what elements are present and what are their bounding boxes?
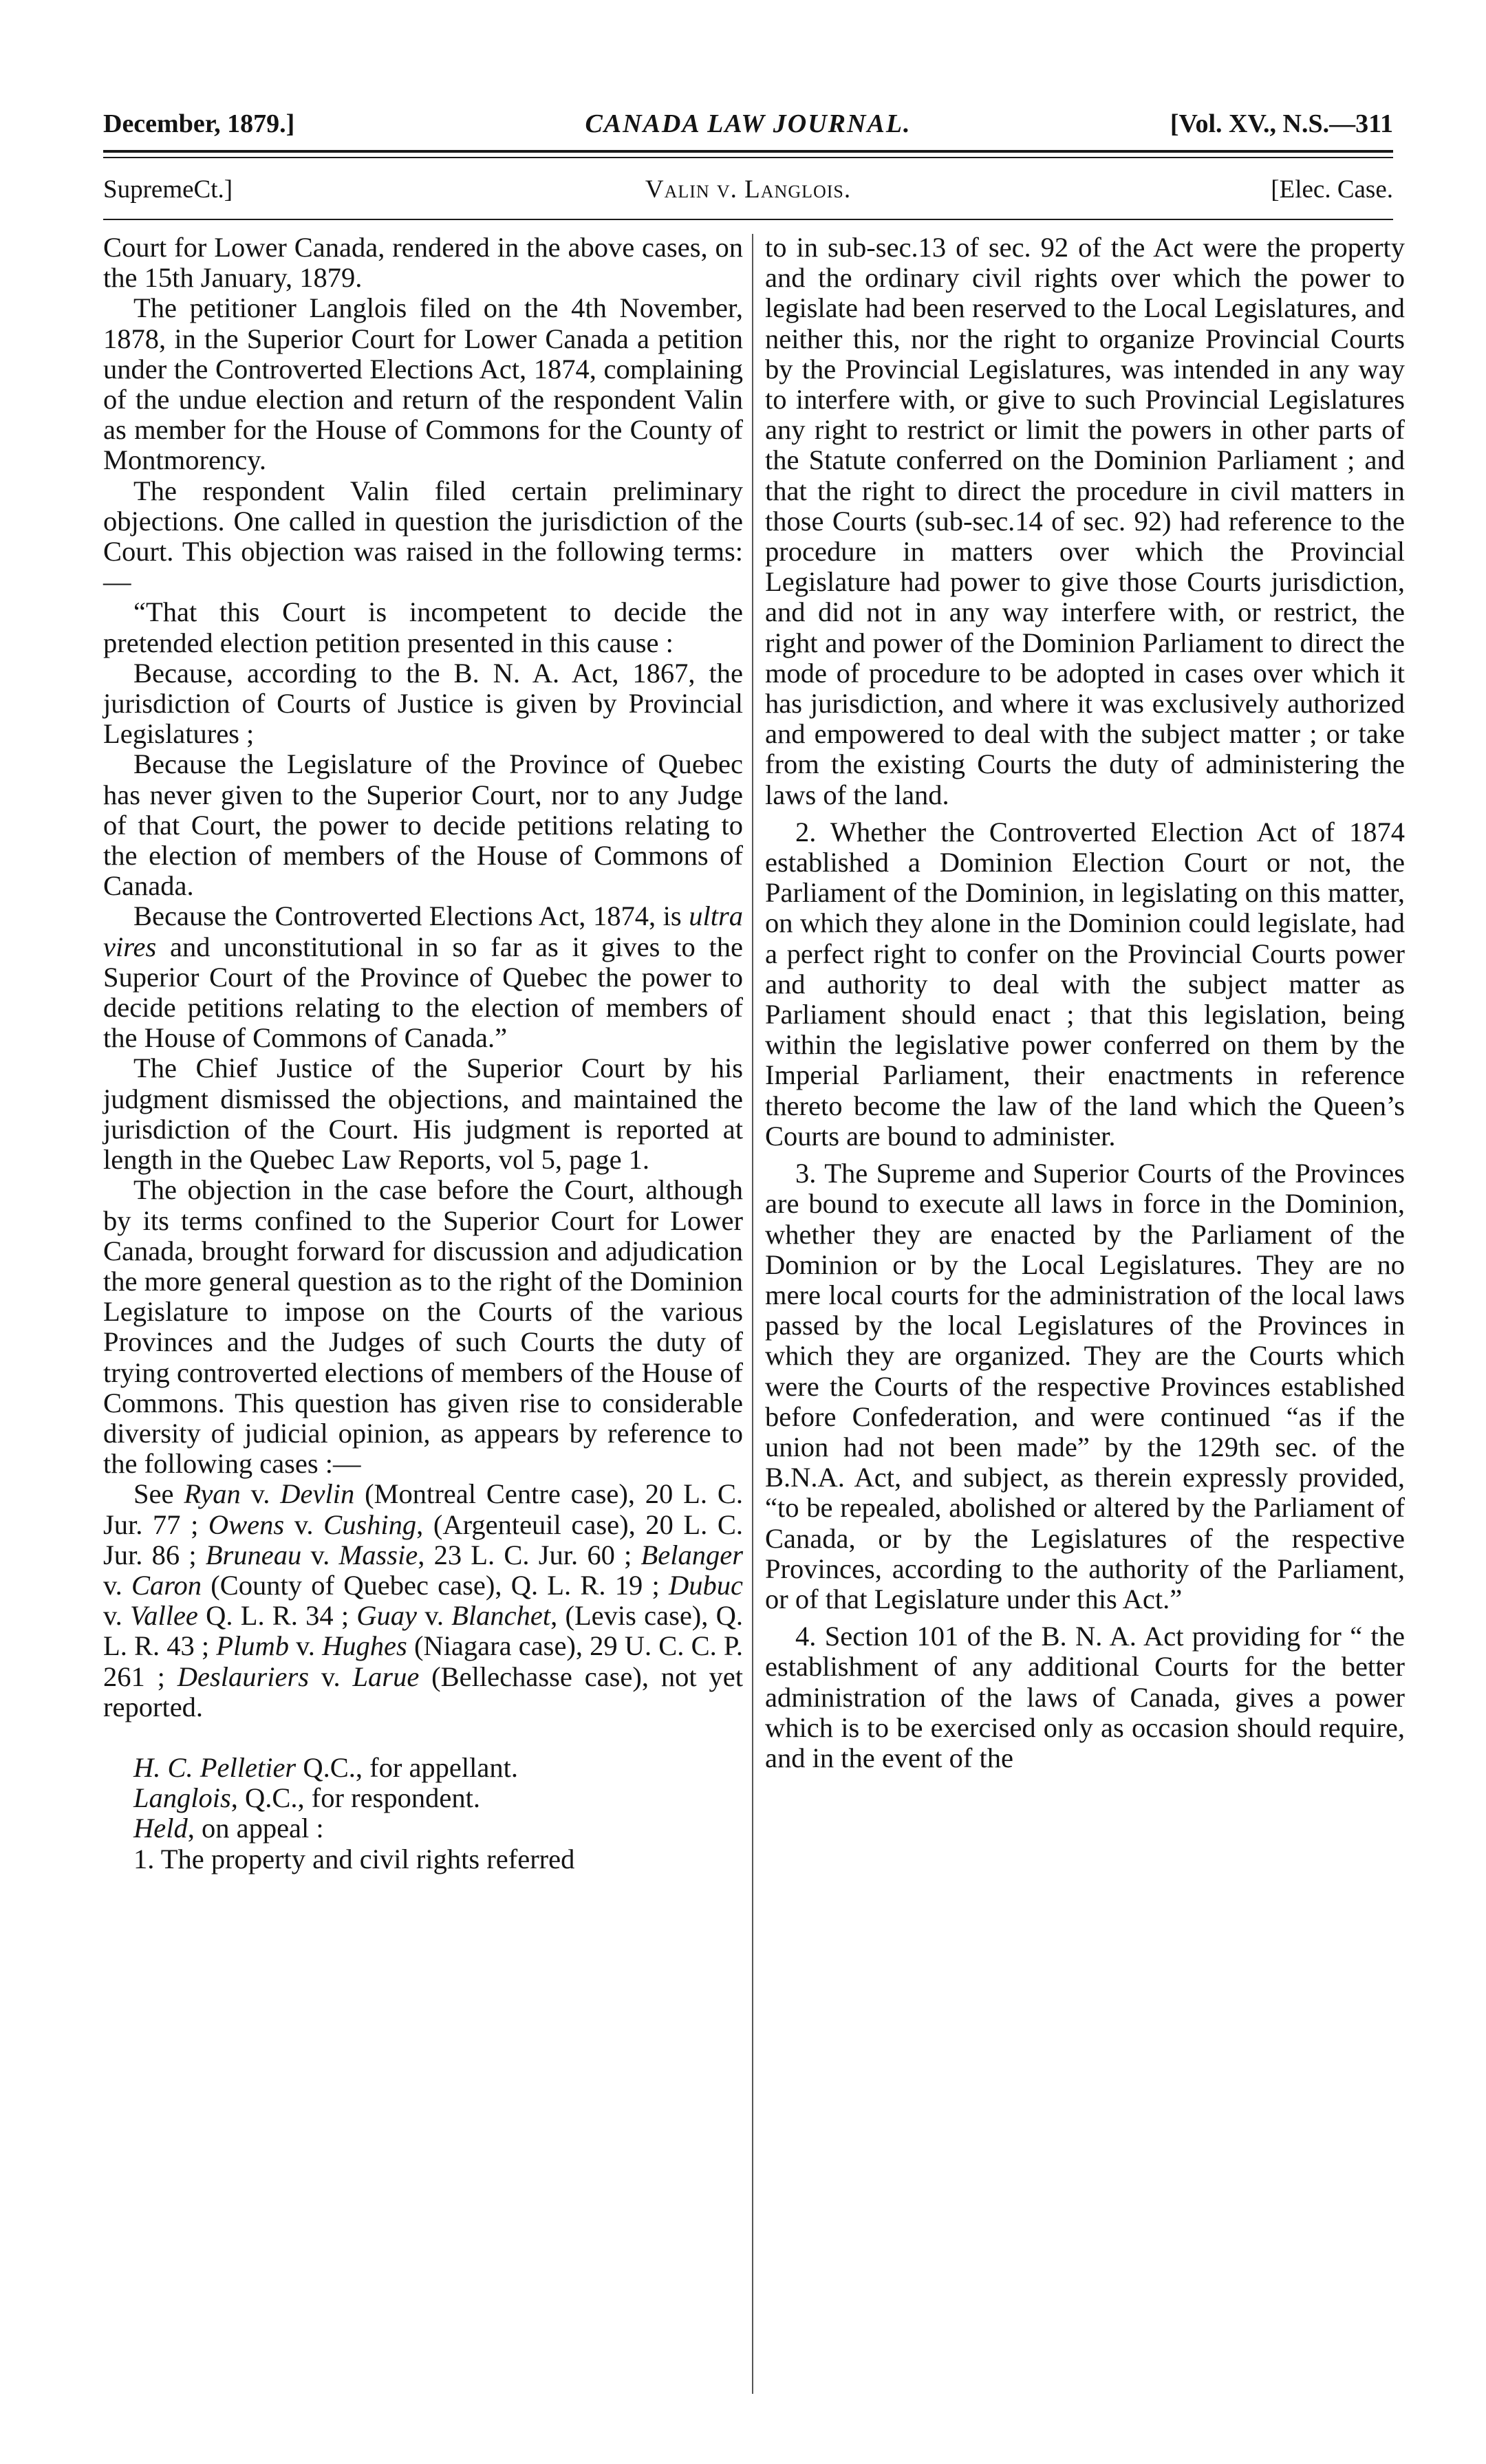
text-run: v.	[240, 1478, 281, 1510]
case-party: Hughes	[322, 1630, 407, 1662]
case-citations	[103, 1479, 743, 1722]
case-party: Cushing	[323, 1509, 417, 1540]
case-head-rule	[103, 219, 1393, 220]
head-rule-thin	[103, 157, 1393, 158]
citation-text: , (Argenteuil case), 20 L. C. Jur. 86 ;	[103, 1509, 743, 1570]
paragraph: Because the Legislature of the Province of Quebec has never given to the Superior Court, nor to any Judge of that Court, the power to decide petitions relating to the election of members of the House of Commons of Canada.	[103, 748, 743, 902]
citation-text: (County of Quebec case), Q. L. R. 19 ;	[202, 1569, 669, 1601]
held-label: Held	[133, 1813, 188, 1844]
paragraph: The Chief Justice of the Superior Court by his judgment dismissed the objections, and maintained the jurisdiction of the Court. His judgment is reported at length in the Quebec Law Reports, vol 5, page 1.	[103, 1052, 743, 1176]
citation-text: (Montreal Centre case), 20 L. C. Jur. 77 ;	[103, 1478, 743, 1540]
case-party: Deslauriers	[177, 1661, 310, 1692]
case-party: Bruneau	[205, 1539, 302, 1570]
counsel-name: H. C. Pelletier	[133, 1751, 297, 1783]
paragraph: Because, according to the B. N. A. Act, 1867, the jurisdiction of Courts of Justice is given by Provincial Legislatures ;	[103, 657, 743, 750]
citation-text: , 23 L. C. Jur. 60 ;	[418, 1539, 641, 1570]
counsel-role: , Q.C., for respondent.	[230, 1782, 480, 1814]
case-party: Belanger	[640, 1539, 743, 1570]
left-column	[103, 233, 743, 1874]
text-run: See	[133, 1478, 184, 1510]
holding-point-2: 2. Whether the Controverted Election Act of 1874 established a Dominion Election Court or not, the Parliament of the Dominion, in legislating on this matter, on which they alone in the Dominion could legislate, had a perfect right to confer on the Provincial Courts power and authority to deal with the subject matter as Parliament should enact ; that this legislation, being within the legislative power conferred on them by the Imperial Parliament, their enactments in reference thereto become the law of the land which the Queen’s Courts are bound to administer.	[765, 816, 1405, 1152]
citation-text: (Bellechasse case), not yet reported.	[103, 1661, 743, 1722]
paragraph: “That this Court is incompetent to decide the pretended election petition presented in this cause :	[103, 596, 743, 658]
case-party: Caron	[131, 1569, 202, 1601]
journal-title: CANADA LAW JOURNAL.	[585, 109, 912, 138]
holding-point-1-start: 1. The property and civil rights referred	[133, 1843, 575, 1874]
paragraph	[103, 901, 743, 1053]
case-party: Plumb	[216, 1630, 290, 1662]
paragraph: The petitioner Langlois filed on the 4th November, 1878, in the Superior Court for Lower Canada a petition under the Controverted Elections Act, 1874, complaining of the undue election and return of the respondent Valin as member for the House of Commons for the County of Montmorency.	[103, 292, 743, 476]
citation-text: Q. L. R. 34 ;	[197, 1600, 357, 1632]
paragraph: Court for Lower Canada, rendered in the above cases, on the 15th January, 1879.	[103, 232, 743, 294]
case-party: Owens	[208, 1509, 285, 1540]
holding-point-1-cont: to in sub-sec.13 of sec. 92 of the Act were the property and the ordinary civil rights over which the power to legislate had been reserved to the Local Legislatures, and neither this, nor the right to organize Provincial Courts by the Provincial Legislatures, was intended in any way to interfere with, or give to such Provincial Legislatures any right to restrict or limit the powers in other parts of the Statute conferred on the Dominion Parliament ; and that the right to direct the procedure in civil matters in those Courts (sub-sec.14 of sec. 92) had reference to the procedure in matters over which the Provincial Legislature had power to give those Courts jurisdiction, and did not in any way interfere with, or restrict, the right and power of the Dominion Parliament to direct the mode of procedure to be adopted in cases over which it has jurisdiction, and where it was exclusively authorized and empowered to deal with the subject matter ; or take from the existing Courts the duty of administering the laws of the land.	[765, 232, 1405, 810]
held-text: , on appeal :	[187, 1813, 324, 1844]
counsel-name: Langlois	[133, 1782, 231, 1814]
case-party: Dubuc	[669, 1569, 744, 1601]
case-head	[103, 169, 1393, 210]
paragraph: The respondent Valin filed certain preliminary objections. One called in question the jurisdiction of the Court. This objection was raised in the following terms:—	[103, 475, 743, 598]
case-party: Guay	[356, 1600, 418, 1632]
right-column	[765, 233, 1405, 1773]
case-party: Massie	[338, 1539, 418, 1570]
issue-date: December, 1879.]	[103, 109, 295, 138]
counsel-role: Q.C., for appellant.	[296, 1751, 518, 1783]
text-run: Because the Controverted Elections Act, 1874, is	[133, 900, 689, 932]
text-run: v.	[103, 1569, 131, 1601]
citation-text: (Niagara case), 29 U. C. C. P. 261 ;	[103, 1630, 743, 1692]
case-party: Larue	[352, 1661, 420, 1692]
case-party: Devlin	[280, 1478, 355, 1510]
paragraph: The objection in the case before the Court, although by its terms confined to the Superior Court for Lower Canada, brought forward for discussion and adjudication the more general question as to the right of the Dominion Legislature to impose on the Courts of the various Provinces and the Judges of such Courts the duty of trying controverted elections of members of the House of Commons. This question has given rise to considerable diversity of judicial opinion, as appears by reference to the following cases :—	[103, 1174, 743, 1480]
head-rule-thick	[103, 150, 1393, 153]
text-run: and unconstitutional in so far as it gives to the Superior Court of the Province of Quebec the power to decide petitions relating to the election of members of the House of Commons of Canada.”	[103, 931, 743, 1054]
court-label: SupremeCt.]	[103, 175, 233, 204]
case-party: Ryan	[184, 1478, 241, 1510]
case-party: Blanchet	[451, 1600, 551, 1632]
text-run: v.	[301, 1539, 339, 1570]
citation-text: , (Levis case), Q. L. R. 43 ;	[103, 1600, 743, 1662]
text-run: v.	[103, 1600, 130, 1632]
case-type: [Elec. Case.	[1271, 175, 1393, 204]
case-title: Valin v. Langlois.	[645, 175, 852, 204]
text-run: v.	[284, 1509, 324, 1540]
counsel-respondent	[103, 1783, 743, 1813]
text-run: v.	[289, 1630, 323, 1662]
holding-point-3: 3. The Supreme and Superior Courts of the Provinces are bound to execute all laws in force in the Dominion, whether they are enacted by the Parliament of the Dominion or by the Local Legislatures. They are no mere local courts for the administration of the local laws passed by the local Legislatures of the Provinces in which they are organized. They are the Courts which were the Courts of the respective Provinces established before Confederation, and were continued “as if the union had not been made” by the 129th sec. of the B.N.A. Act, and subject, as therein expressly provided, “to be repealed, abolished or altered by the Parliament of Canada, or by the Legislatures of the respective Provinces, according to the authority of the Parliament, or of that Legislature under this Act.”	[765, 1158, 1405, 1614]
volume-page: [Vol. XV., N.S.—311	[1170, 109, 1393, 138]
column-divider	[752, 234, 753, 2394]
text-run: v.	[309, 1661, 353, 1692]
holding-point-4: 4. Section 101 of the B. N. A. Act providing for “ the establishment of any additional Courts for the better administration of the laws of Canada, gives a power which is to be exercised only as occasion should require, and in the event of the	[765, 1621, 1405, 1773]
latin-phrase: ultra vires	[103, 900, 743, 962]
case-party: Vallee	[129, 1600, 198, 1632]
held-heading	[103, 1813, 743, 1844]
counsel-appellant	[103, 1753, 743, 1783]
running-head	[103, 103, 1393, 144]
text-run: v.	[417, 1600, 452, 1632]
